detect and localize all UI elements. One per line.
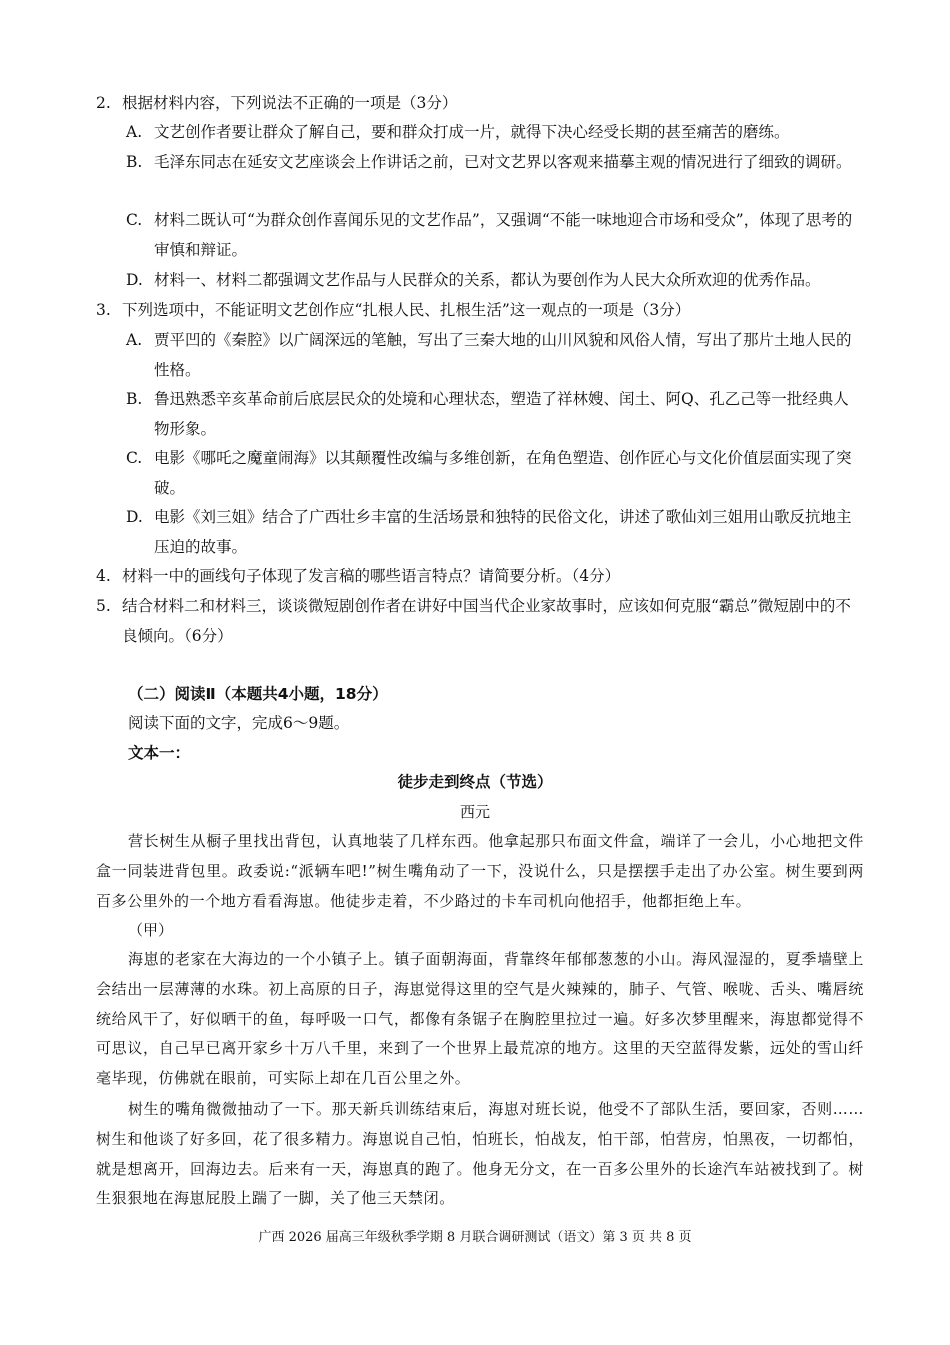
question-text: 结合材料二和材料三，谈谈微短剧创作者在讲好中国当代企业家故事时，应该如何克服“霸总”微短剧中的不良倾向。（6分） (122, 597, 851, 645)
text-label: 文本一： (128, 744, 191, 762)
question-2-stem (96, 89, 864, 119)
question-3-stem (96, 296, 864, 326)
question-5-stem (96, 592, 864, 651)
option-label: B. (126, 153, 143, 171)
question-number: 2. (96, 94, 111, 112)
option-label: D. (126, 508, 143, 526)
option-label: D. (126, 271, 143, 289)
section-heading: （二）阅读Ⅱ（本题共4小题，18分） (128, 685, 388, 703)
question-3-option-a (126, 326, 864, 385)
option-text: 鲁迅熟悉辛亥革命前后底层民众的处境和心理状态，塑造了祥林嫂、闰土、阿Q、孔乙己等一批经典人物形象。 (154, 390, 849, 438)
option-text: 毛泽东同志在延安文艺座谈会上作讲话之前，已对文艺界以客观来描摹主观的情况进行了细致的调研。 (154, 153, 852, 171)
story-paragraph-3: 树生的嘴角微微抽动了一下。那天新兵训练结束后，海崽对班长说，他受不了部队生活，要回家，否则……树生和他谈了好多回，花了很多精力。海崽说自己怕，怕班长，怕战友，怕干部，怕营房，怕黑夜，一切都怕，就是想离开，回海边去。后来有一天，海崽真的跑了。他身无分文，在一百多公里外的长途汽车站被找到了。树生狠狠地在海崽屁股上踹了一脚，关了他三天禁闭。 (96, 1100, 864, 1208)
question-2-option-b (126, 148, 864, 178)
story-title: 徒步走到终点（节选） (397, 773, 553, 791)
question-number: 4. (96, 567, 111, 585)
question-text: 材料一中的画线句子体现了发言稿的哪些语言特点？请简要分析。（4分） (122, 567, 621, 585)
option-text: 文艺创作者要让群众了解自己，要和群众打成一片，就得下决心经受长期的甚至痛苦的磨练。 (154, 123, 790, 141)
question-text: 下列选项中，不能证明文艺创作应“扎根人民、扎根生活”这一观点的一项是（3分） (122, 301, 691, 319)
question-3-option-d (126, 503, 864, 562)
option-label: C. (126, 449, 143, 467)
question-number: 3. (96, 301, 111, 319)
question-2-option-a (126, 118, 864, 148)
question-number: 5. (96, 597, 111, 615)
section-instruction: 阅读下面的文字，完成6～9题。 (128, 714, 350, 732)
option-label: C. (126, 211, 143, 229)
option-text: 材料一、材料二都强调文艺作品与人民群众的关系，都认为要创作为人民大众所欢迎的优秀作品。 (154, 271, 821, 289)
story-author: 西元 (459, 803, 490, 821)
question-text: 根据材料内容，下列说法不正确的一项是（3分） (122, 94, 458, 112)
question-2-option-c (126, 206, 864, 265)
option-label: A. (126, 331, 143, 349)
option-text: 贾平凹的《秦腔》以广阔深远的笔触，写出了三秦大地的山川风貌和风俗人情，写出了那片土地人民的性格。 (154, 331, 852, 379)
question-3-option-c (126, 444, 864, 503)
option-text: 材料二既认可“为群众创作喜闻乐见的文艺作品”，又强调“不能一味地迎合市场和受众”，体现了思考的审慎和辩证。 (154, 211, 853, 259)
story-paragraph-1: 营长树生从橱子里找出背包，认真地装了几样东西。他拿起那只布面文件盒，端详了一会儿，小心地把文件盒一同装进背包里。政委说:“派辆车吧!”树生嘴角动了一下，没说什么，只是摆摆手走出了办公室。树生要到两百多公里外的一个地方看看海崽。他徒步走着，不少路过的卡车司机向他招手，他都拒绝上车。 (96, 832, 864, 910)
question-2-option-d (126, 266, 864, 296)
story-marker: （甲） (128, 921, 174, 939)
question-4-stem (96, 562, 864, 592)
story-paragraph-2: 海崽的老家在大海边的一个小镇子上。镇子面朝海面，背靠终年郁郁葱葱的小山。海风湿湿的，夏季墙壁上会结出一层薄薄的水珠。初上高原的日子，海崽觉得这里的空气是火辣辣的，肺子、气管、喉咙、舌头、嘴唇统统给风干了，好似晒干的鱼，每呼吸一口气，都像有条锯子在胸腔里拉过一遍。好多次梦里醒来，海崽都觉得不可思议，自己早已离开家乡十万八千里，来到了一个世界上最荒凉的地方。这里的天空蓝得发紫，远处的雪山纤毫毕现，仿佛就在眼前，可实际上却在几百公里之外。 (96, 950, 864, 1088)
page-footer: 广西 2026 届高三年级秋季学期 8 月联合调研测试（语文）第 3 页 共 8 页 (258, 1230, 692, 1245)
option-text: 电影《哪吒之魔童闹海》以其颠覆性改编与多维创新，在角色塑造、创作匠心与文化价值层面实现了突破。 (154, 449, 852, 497)
option-label: B. (126, 390, 143, 408)
option-text: 电影《刘三姐》结合了广西壮乡丰富的生活场景和独特的民俗文化，讲述了歌仙刘三姐用山歌反抗地主压迫的故事。 (154, 508, 852, 556)
option-label: A. (126, 123, 143, 141)
question-3-option-b (126, 385, 864, 444)
